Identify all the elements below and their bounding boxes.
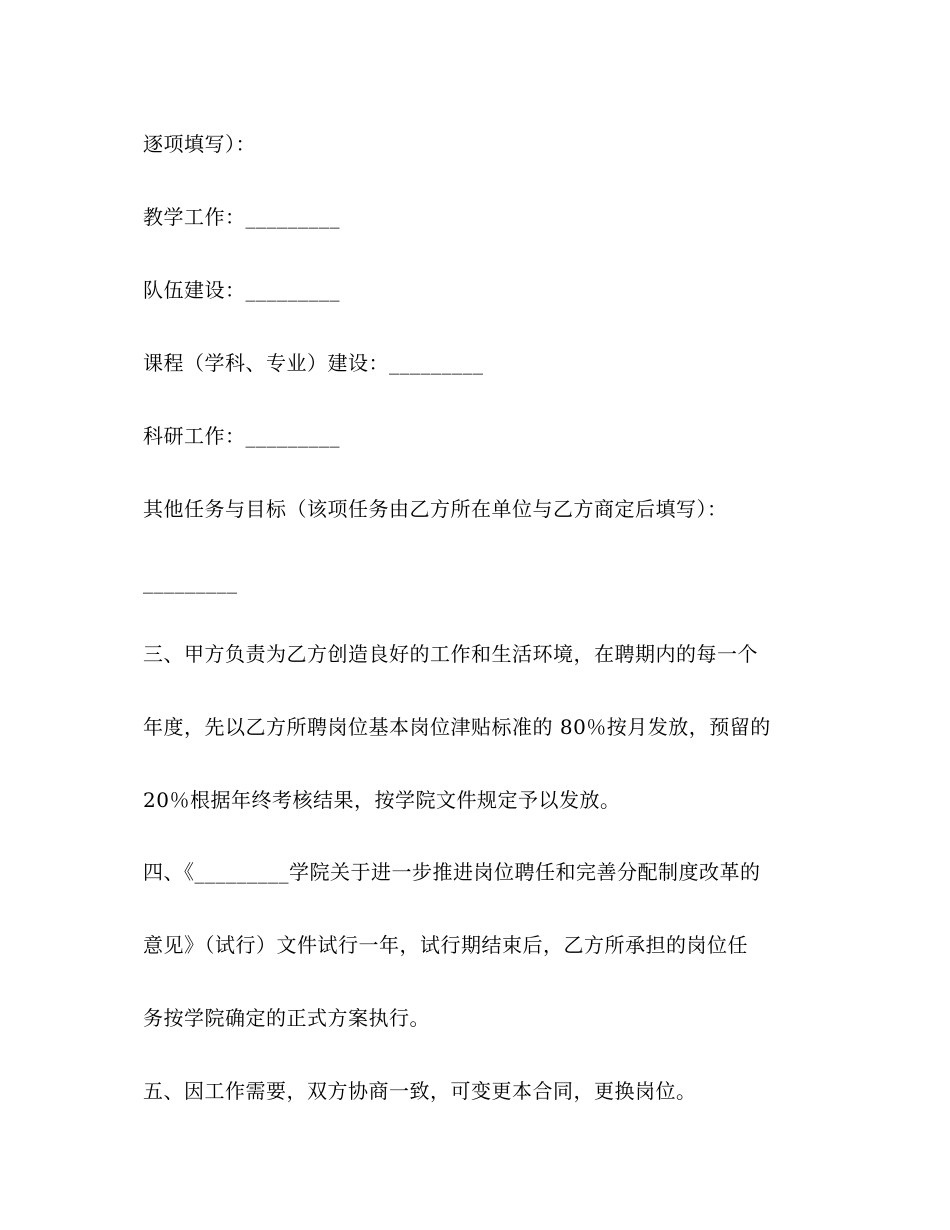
clause-four-line-3: 务按学院确定的正式方案执行。 xyxy=(143,1006,430,1030)
text-line-team-building: 队伍建设：_________ xyxy=(143,278,340,302)
text-line-research-work: 科研工作：_________ xyxy=(143,424,340,448)
text-line-teaching-work: 教学工作：_________ xyxy=(143,205,340,229)
text-line-blank: _________ xyxy=(143,570,238,594)
clause-three-line-3: 20％根据年终考核结果，按学院文件规定予以发放。 xyxy=(143,788,621,812)
text-line-fill-item-by-item: 逐项填写）： xyxy=(143,132,256,156)
clause-five-line-1: 五、因工作需要，双方协商一致，可变更本合同，更换岗位。 xyxy=(143,1079,697,1103)
text-line-course-building: 课程（学科、专业）建设：_________ xyxy=(143,351,484,375)
text-line-other-tasks: 其他任务与目标（该项任务由乙方所在单位与乙方商定后填写）： xyxy=(143,497,728,521)
clause-four-line-2: 意见》（试行）文件试行一年，试行期结束后，乙方所承担的岗位任 xyxy=(143,933,748,957)
clause-three-line-1: 三、甲方负责为乙方创造良好的工作和生活环境，在聘期内的每一个 xyxy=(143,642,758,666)
clause-four-line-1: 四、《_________学院关于进一步推进岗位聘任和完善分配制度改革的 xyxy=(143,860,761,884)
clause-three-line-2: 年度，先以乙方所聘岗位基本岗位津贴标准的 80％按月发放，预留的 xyxy=(143,715,771,739)
